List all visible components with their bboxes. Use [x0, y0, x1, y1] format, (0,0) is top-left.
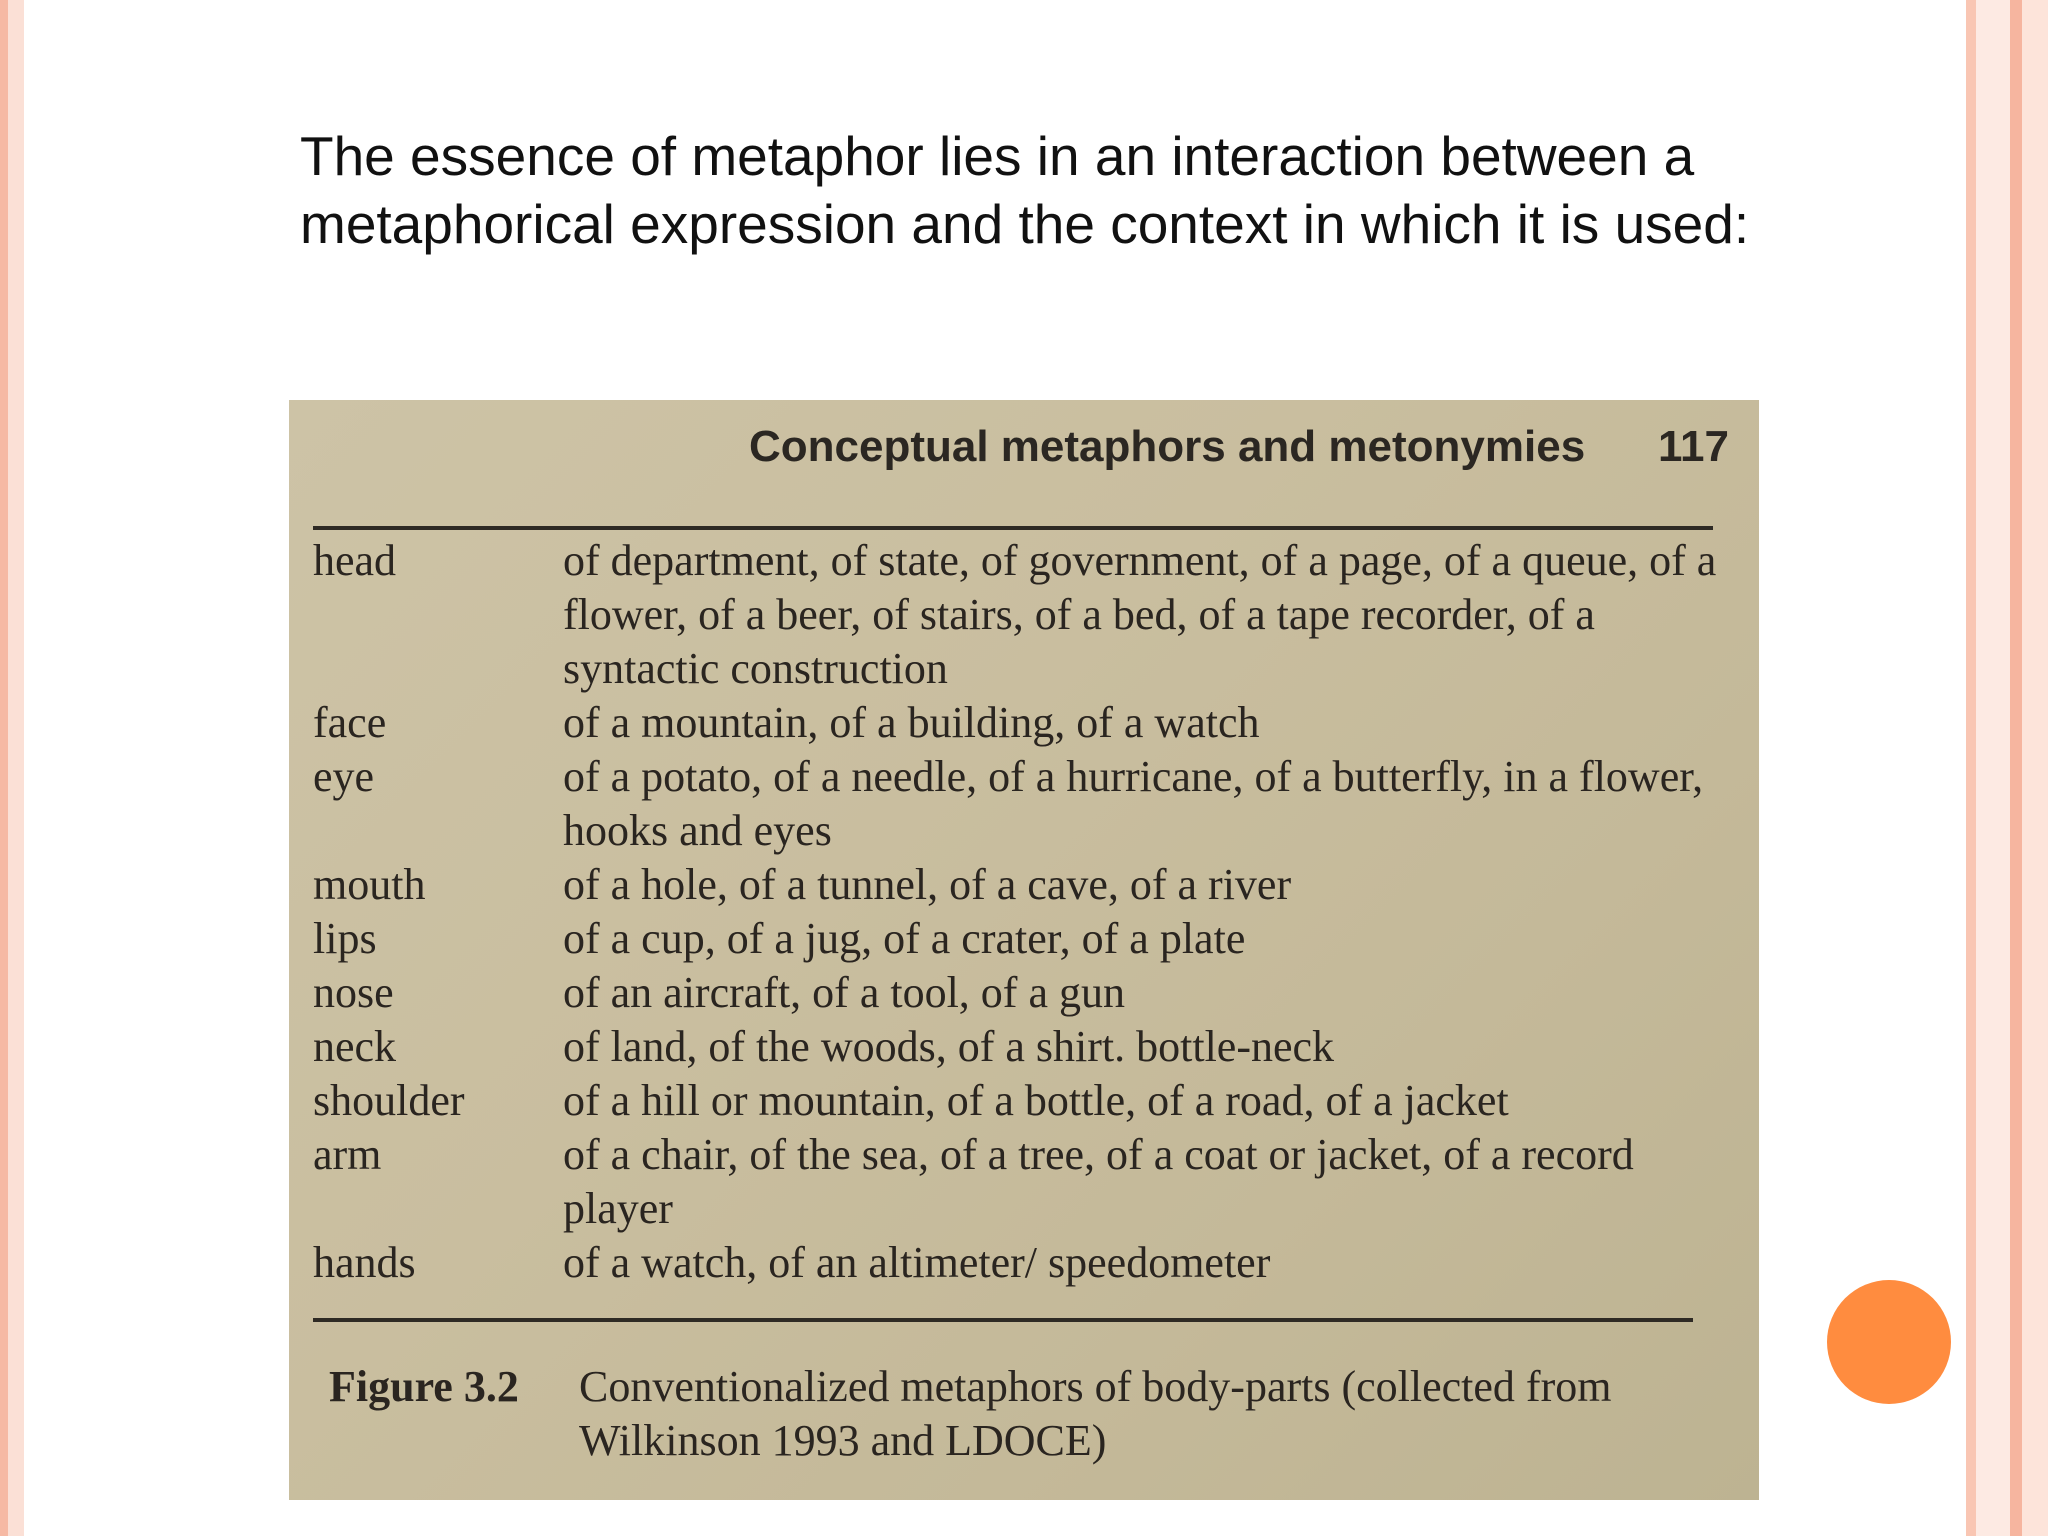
metaphor-definition: of a watch, of an altimeter/ speedometer — [563, 1238, 1271, 1287]
slide-border-right — [1956, 0, 2048, 1536]
slide-border-left — [0, 0, 24, 1536]
slide-body-text: The essence of metaphor lies in an interaction between a metaphorical expression and the context in which it is used: — [300, 125, 1750, 255]
metaphor-definition: of an aircraft, of a tool, of a gun — [563, 968, 1125, 1017]
table-row — [313, 1128, 1733, 1236]
table-row — [313, 1020, 1733, 1074]
table-row — [313, 750, 1733, 858]
table-row — [313, 1236, 1733, 1290]
metaphor-table — [313, 534, 1733, 1290]
body-part-term: lips — [313, 914, 377, 963]
metaphor-definition: of a hole, of a tunnel, of a cave, of a river — [563, 860, 1292, 909]
figure-caption-text: Conventionalized metaphors of body-parts (collected from Wilkinson 1993 and LDOCE) — [579, 1362, 1612, 1465]
body-part-term: hands — [313, 1238, 416, 1287]
metaphor-definition: of land, of the woods, of a shirt. bottle-neck — [563, 1022, 1335, 1071]
book-page-number: 117 — [1658, 422, 1729, 471]
table-row — [313, 1074, 1733, 1128]
metaphor-definition: of a chair, of the sea, of a tree, of a coat or jacket, of a record player — [563, 1130, 1634, 1233]
table-bottom-rule — [313, 1318, 1693, 1322]
metaphor-definition: of a cup, of a jug, of a crater, of a plate — [563, 914, 1246, 963]
metaphor-definition: of a potato, of a needle, of a hurricane, of a butterfly, in a flower, hooks and eyes — [563, 752, 1704, 855]
figure-caption-label: Figure 3.2 — [329, 1362, 519, 1411]
decorative-orange-circle — [1827, 1280, 1951, 1404]
body-part-term: mouth — [313, 860, 426, 909]
book-page-photo — [289, 400, 1759, 1500]
table-row — [313, 534, 1733, 696]
body-part-term: eye — [313, 752, 375, 801]
body-part-term: neck — [313, 1022, 397, 1071]
body-part-term: shoulder — [313, 1076, 465, 1125]
body-part-term: arm — [313, 1130, 382, 1179]
table-row — [313, 696, 1733, 750]
body-part-term: face — [313, 698, 387, 747]
body-part-term: nose — [313, 968, 394, 1017]
figure-caption — [329, 1360, 1729, 1468]
table-top-rule — [313, 526, 1713, 530]
body-part-term: head — [313, 536, 397, 585]
metaphor-definition: of a mountain, of a building, of a watch — [563, 698, 1260, 747]
table-row — [313, 912, 1733, 966]
book-header-title: Conceptual metaphors and metonymies — [749, 422, 1586, 471]
table-row — [313, 966, 1733, 1020]
metaphor-definition: of department, of state, of government, of a page, of a queue, of a flower, of a beer, of stairs, of a bed, of a tape recorder, of a syntactic construction — [563, 536, 1717, 693]
metaphor-definition: of a hill or mountain, of a bottle, of a road, of a jacket — [563, 1076, 1509, 1125]
table-row — [313, 858, 1733, 912]
